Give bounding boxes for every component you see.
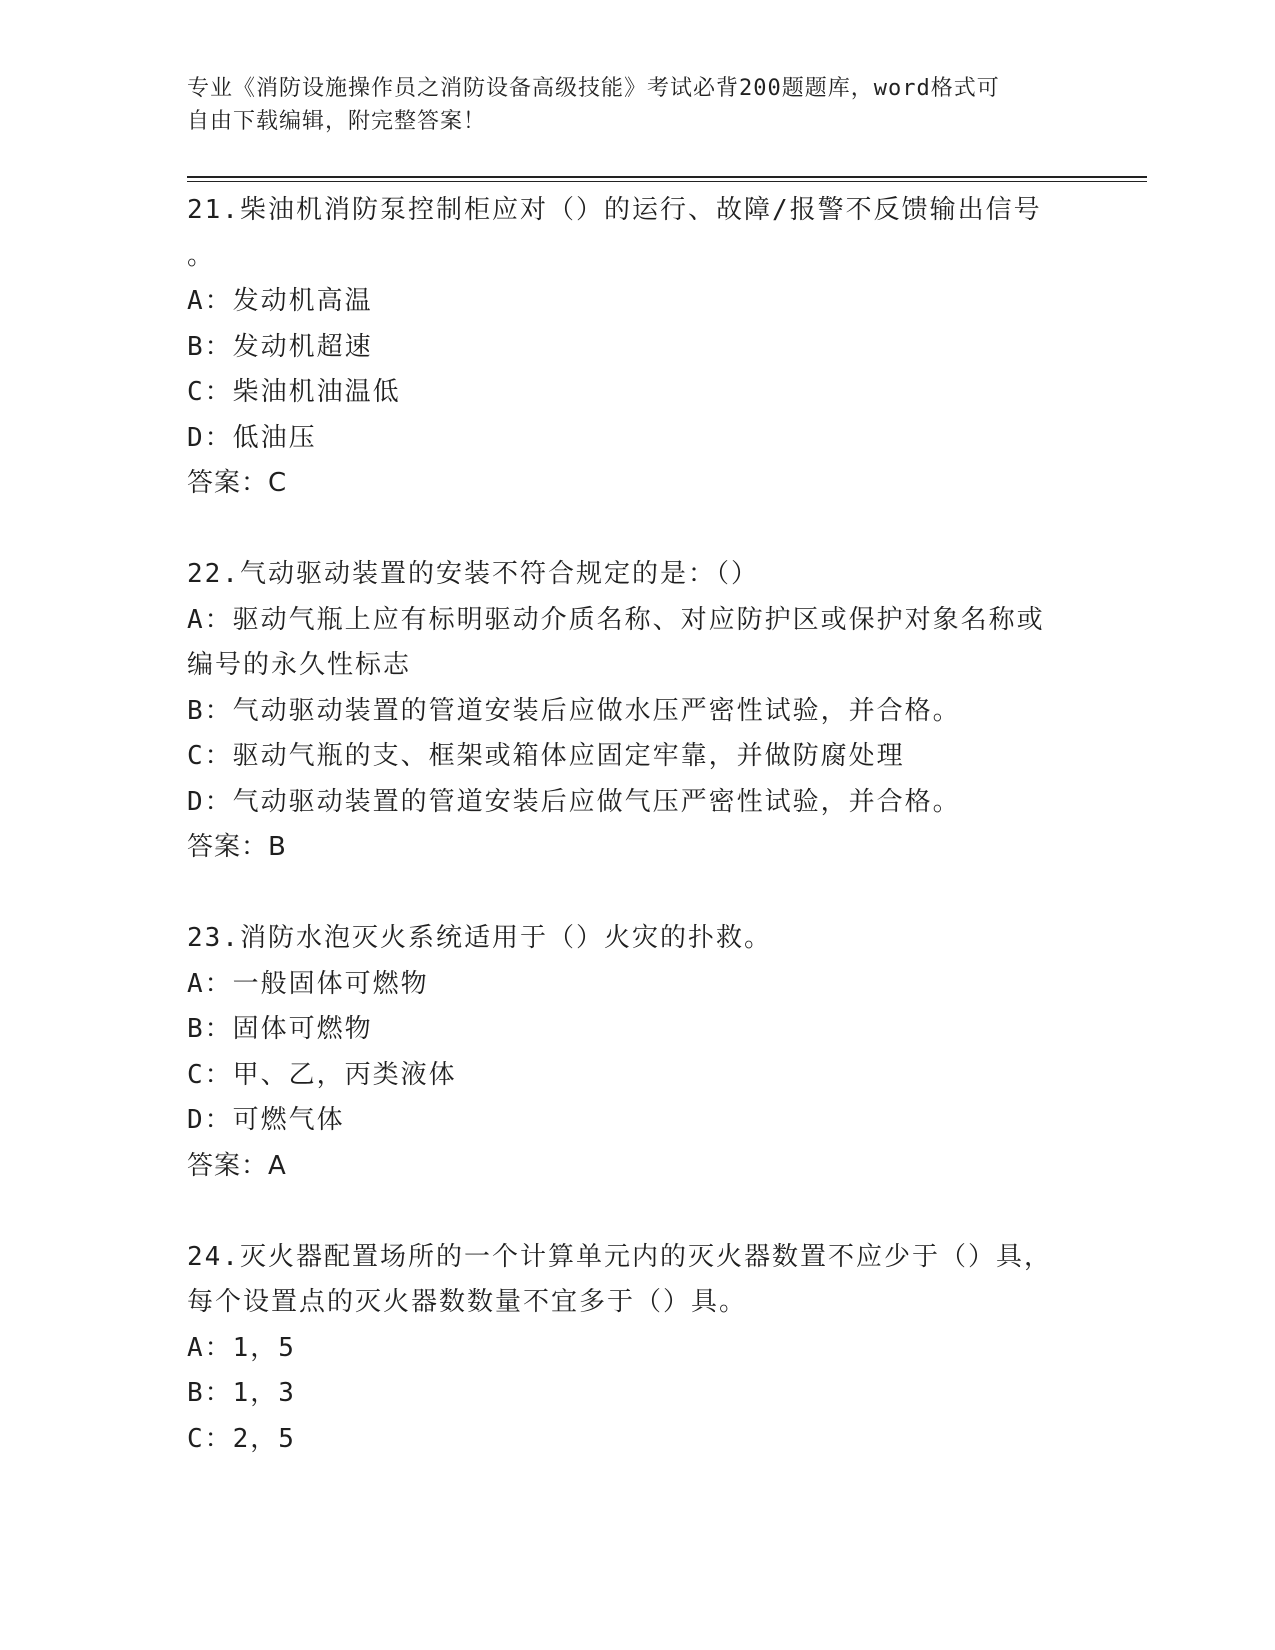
question-spacer <box>187 1189 1087 1235</box>
question-24 <box>187 1235 1087 1463</box>
question-list <box>187 188 1087 1462</box>
header-divider-thick <box>187 176 1147 178</box>
option-a: A：发动机高温 <box>187 286 373 316</box>
question-stem: 21.柴油机消防泵控制柜应对（）的运行、故障/报警不反馈输出信号 <box>187 195 1042 225</box>
option-b: B：1，3 <box>187 1378 296 1408</box>
answer: 答案：A <box>187 1150 287 1181</box>
option-c: C：甲、乙，丙类液体 <box>187 1059 457 1090</box>
answer: 答案：C <box>187 468 288 498</box>
question-22 <box>187 552 1087 871</box>
option-c: C：2，5 <box>187 1423 296 1454</box>
question-stem: 每个设置点的灭火器数数量不宜多于（）具。 <box>187 1287 748 1317</box>
option-d: D：低油压 <box>187 422 317 453</box>
header-line-1: 专业《消防设施操作员之消防设备高级技能》考试必背200题题库，word格式可 <box>187 76 1000 101</box>
option-c: C：驱动气瓶的支、框架或箱体应固定牢靠，并做防腐处理 <box>187 741 905 771</box>
option-b: B：固体可燃物 <box>187 1014 373 1044</box>
header-line-2: 自由下载编辑，附完整答案！ <box>187 109 487 134</box>
question-spacer <box>187 507 1087 553</box>
question-spacer <box>187 871 1087 917</box>
header-divider-thin <box>187 181 1147 182</box>
option-a: A：1，5 <box>187 1332 296 1363</box>
option-b: B：气动驱动装置的管道安装后应做水压严密性试验，并合格。 <box>187 695 961 726</box>
option-b: B：发动机超速 <box>187 331 373 362</box>
question-23 <box>187 916 1087 1189</box>
option-a-continued: 编号的永久性标志 <box>187 650 412 680</box>
option-c: C：柴油机油温低 <box>187 377 401 407</box>
option-a: A：驱动气瓶上应有标明驱动介质名称、对应防护区或保护对象名称或 <box>187 604 1045 635</box>
question-stem: 22.气动驱动装置的安装不符合规定的是：（） <box>187 559 759 589</box>
document-header <box>187 72 1067 138</box>
question-stem: 23.消防水泡灭火系统适用于（）火灾的扑救。 <box>187 923 772 953</box>
option-a: A：一般固体可燃物 <box>187 968 429 999</box>
question-stem: 24.灭火器配置场所的一个计算单元内的灭火器数置不应少于（）具， <box>187 1241 1052 1272</box>
question-21 <box>187 188 1087 507</box>
option-d: D：可燃气体 <box>187 1105 345 1135</box>
option-d: D：气动驱动装置的管道安装后应做气压严密性试验，并合格。 <box>187 786 961 817</box>
answer: 答案：B <box>187 832 287 862</box>
question-stem: 。 <box>187 240 216 271</box>
